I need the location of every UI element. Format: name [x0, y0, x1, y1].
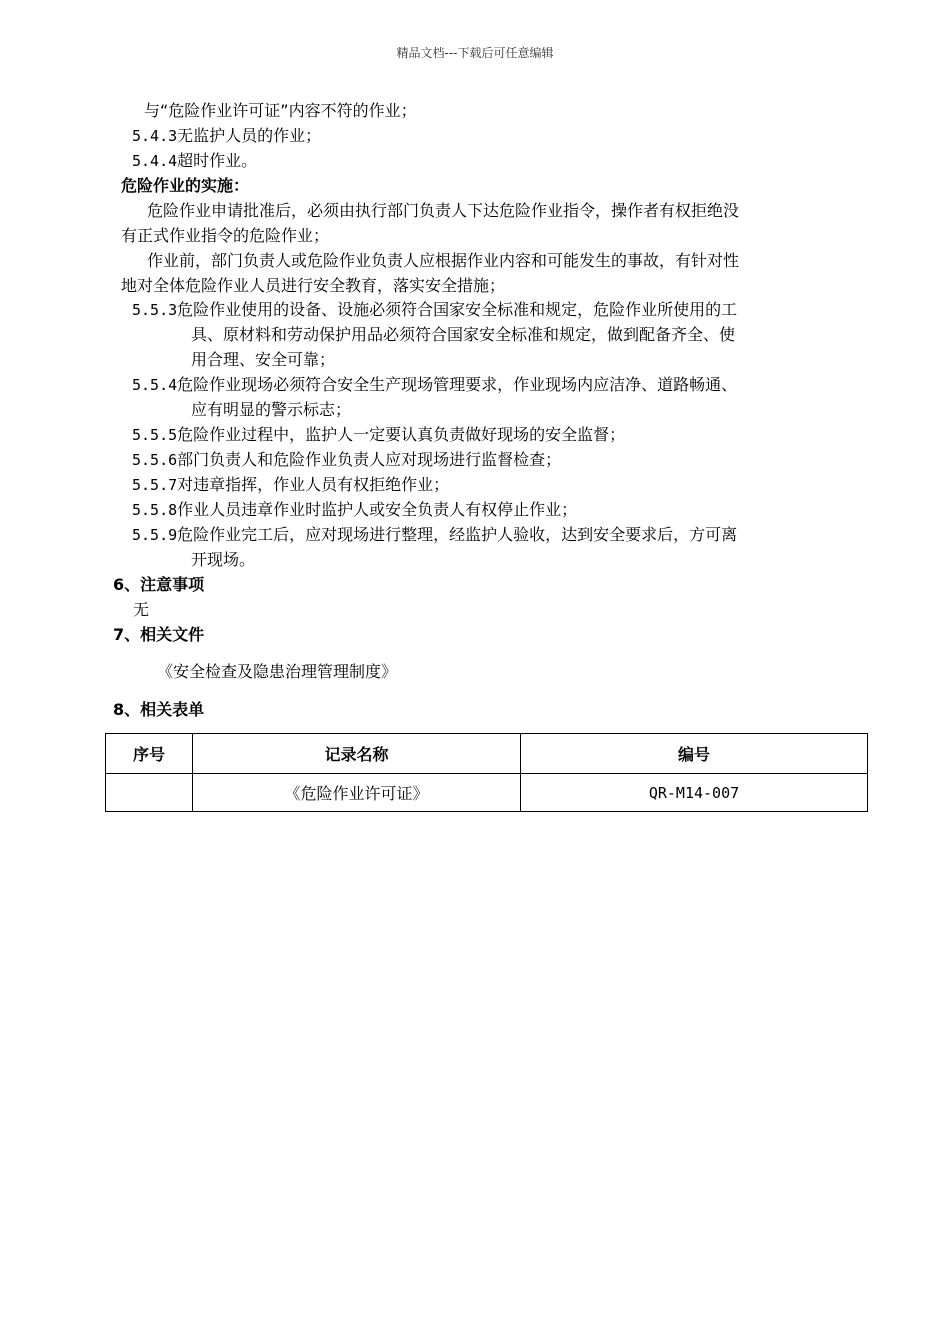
clause-text: 无监护人员的作业； — [177, 126, 322, 145]
column-header-record-name: 记录名称 — [193, 734, 521, 774]
clause-5-5-8 — [132, 500, 577, 520]
clause-5-5-7 — [132, 475, 449, 495]
clause-text: 部门负责人和危险作业负责人应对现场进行监督检查； — [177, 450, 562, 469]
clause-5-5-9 — [132, 525, 737, 545]
clause-text: 危险作业使用的设备、设施必须符合国家安全标准和规定，危险作业所使用的工 — [177, 300, 738, 319]
clause-text: 对违章指挥，作业人员有权拒绝作业； — [177, 475, 450, 494]
clause-5-5-3 — [132, 300, 737, 320]
section-heading-6: 6、注意事项 — [113, 575, 205, 594]
clause-5-4-3 — [132, 126, 321, 146]
clause-number: 5.5.9 — [132, 526, 178, 544]
clause-continuation: 开现场。 — [191, 550, 256, 569]
section-heading-8: 8、相关表单 — [113, 700, 205, 719]
paragraph-line: 有正式作业指令的危险作业； — [121, 226, 330, 245]
section-heading-7: 7、相关文件 — [113, 625, 205, 644]
paragraph-line: 危险作业申请批准后，必须由执行部门负责人下达危险作业指令，操作者有权拒绝没 — [147, 201, 740, 220]
clause-number: 5.5.6 — [132, 451, 178, 469]
clause-5-5-4 — [132, 375, 737, 395]
clause-continuation: 用合理、安全可靠； — [191, 350, 336, 369]
related-forms-table — [105, 733, 868, 812]
clause-number: 5.4.3 — [132, 127, 178, 145]
clause-continuation: 具、原材料和劳动保护用品必须符合国家安全标准和规定，做到配备齐全、使 — [191, 325, 736, 344]
clause-text: 危险作业完工后，应对现场进行整理，经监护人验收，达到安全要求后，方可离 — [177, 525, 738, 544]
table-cell-code: QR-M14-007 — [521, 774, 868, 812]
table-cell-serial — [106, 774, 193, 812]
clause-text: 超时作业。 — [177, 151, 258, 170]
section-6-body: 无 — [133, 600, 150, 619]
related-document: 《安全检查及隐患治理管理制度》 — [157, 662, 398, 681]
clause-line: 与“危险作业许可证”内容不符的作业； — [144, 101, 417, 120]
clause-number: 5.5.4 — [132, 376, 178, 394]
page-header: 精品文档---下载后可任意编辑 — [396, 46, 554, 60]
clause-number: 5.5.5 — [132, 426, 178, 444]
clause-text: 作业人员违章作业时监护人或安全负责人有权停止作业； — [177, 500, 578, 519]
table-row — [106, 774, 868, 812]
column-header-code: 编号 — [521, 734, 868, 774]
clause-text: 危险作业过程中，监护人一定要认真负责做好现场的安全监督； — [177, 425, 626, 444]
clause-text: 危险作业现场必须符合安全生产现场管理要求，作业现场内应洁净、道路畅通、 — [177, 375, 738, 394]
table-header-row — [106, 734, 868, 774]
clause-number: 5.5.3 — [132, 301, 178, 319]
clause-number: 5.5.7 — [132, 476, 178, 494]
column-header-serial: 序号 — [106, 734, 193, 774]
clause-number: 5.4.4 — [132, 152, 178, 170]
clause-number: 5.5.8 — [132, 501, 178, 519]
table-cell-record-name: 《危险作业许可证》 — [193, 774, 521, 812]
paragraph-line: 地对全体危险作业人员进行安全教育，落实安全措施； — [121, 276, 506, 295]
subsection-heading-implementation: 危险作业的实施： — [121, 176, 250, 195]
clause-continuation: 应有明显的警示标志； — [191, 400, 352, 419]
paragraph-line: 作业前，部门负责人或危险作业负责人应根据作业内容和可能发生的事故，有针对性 — [147, 251, 740, 270]
clause-5-4-4 — [132, 151, 257, 171]
clause-5-5-6 — [132, 450, 561, 470]
clause-5-5-5 — [132, 425, 625, 445]
